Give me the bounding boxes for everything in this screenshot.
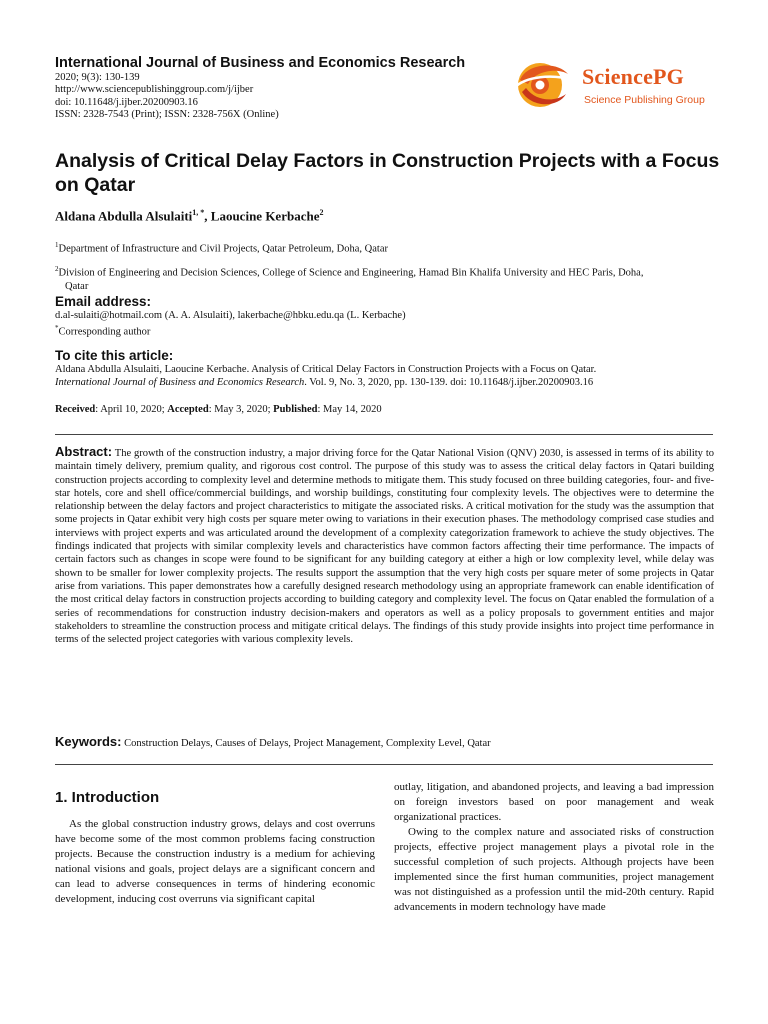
citation-line-1: Aldana Abdulla Alsulaiti, Laoucine Kerbache. Analysis of Critical Delay Factors in Construction Projects with a Focus on Qatar. [55, 364, 597, 375]
intro-paragraph-1-continued: outlay, litigation, and abandoned projects, and leaving a bad impression on foreign investors based on poor management and weak organizational practices. [394, 781, 714, 823]
abstract-heading: Abstract: [55, 444, 113, 459]
affiliation-1-mark: 1 [55, 241, 59, 249]
citation-line-2 [55, 376, 725, 389]
affiliation-2-continuation: Qatar [65, 281, 89, 292]
divider-top [55, 434, 713, 435]
email-section [55, 294, 725, 339]
journal-header [55, 55, 515, 121]
affiliation-2 [55, 262, 725, 295]
affiliation-2-mark: 2 [55, 264, 59, 273]
right-column [394, 780, 714, 915]
keywords-text: Construction Delays, Causes of Delays, Project Management, Complexity Level, Qatar [124, 738, 491, 749]
sciencepg-swirl-icon [512, 58, 576, 112]
author-1-name: Aldana Abdulla Alsulaiti [55, 208, 193, 224]
article-dates [55, 404, 382, 415]
citation-details: . Vol. 9, No. 3, 2020, pp. 130-139. doi: 10.11648/j.ijber.20200903.16 [304, 377, 594, 388]
abstract [55, 445, 714, 646]
left-column [55, 817, 375, 907]
author-line [55, 208, 323, 224]
received-date: : April 10, 2020; [95, 404, 168, 415]
accepted-label: Accepted [167, 404, 209, 415]
citation-heading: To cite this article: [55, 348, 174, 363]
journal-issue: 2020; 9(3): 130-139 [55, 72, 140, 83]
author-separator: , [204, 208, 211, 224]
intro-paragraph-2: Owing to the complex nature and associated risks of construction projects, effective project management plays a pivotal role in the successful completion of such projects. Although projects have been implemented since the first human communities, project management was not distinguished as a profession until the mid-20th century. Rapid advancements in modern technology have made [394, 826, 714, 913]
affiliation-1 [55, 238, 725, 257]
corresponding-text: Corresponding author [58, 326, 151, 338]
keywords [55, 734, 714, 749]
author-2-affiliation-mark: 2 [319, 208, 324, 217]
sciencepg-logo [512, 58, 712, 112]
divider-bottom [55, 764, 713, 765]
email-heading: Email address: [55, 294, 152, 309]
intro-paragraph-1: As the global construction industry grows, delays and cost overruns have become some of the most common problems facing construction projects. Because the construction industry is a medium for achieving national visions and goals, project delays are a significant concern and can lead to adverse consequences in terms of hindering economic development, inducing cost overruns via significant capital [55, 818, 375, 905]
journal-title: International Journal of Business and Economics Research [55, 55, 466, 71]
logo-tagline: Science Publishing Group [584, 94, 705, 106]
author-2-name: Laoucine Kerbache [210, 208, 320, 224]
logo-brand-text: SciencePG [582, 64, 684, 89]
affiliation-1-text: Department of Infrastructure and Civil Projects, Qatar Petroleum, Doha, Qatar [58, 243, 388, 255]
published-label: Published [273, 404, 318, 415]
email-addresses[interactable]: d.al-sulaiti@hotmail.com (A. A. Alsulaiti), lakerbache@hbku.edu.qa (L. Kerbache) [55, 310, 406, 321]
corresponding-author-note [55, 322, 725, 339]
journal-url[interactable]: http://www.sciencepublishinggroup.com/j/ijber [55, 84, 254, 96]
affiliations [55, 238, 725, 299]
abstract-text: The growth of the construction industry, a major driving force for the Qatar National Vision (QNV) 2030, is assessed in terms of its ability to maintain timely delivery, premium quality, and rigorous cost control. The purpose of this study was to assess the critical delay factors in Qatari building construction projects according to complexity level and determine methods to mitigate them. This study focused on three building categories, four- and five-star hotels, core and shell office/commercial buildings, and worship buildings, constituting four complexity levels. The objectives were to determine the relationship between the delay factors and project characteristics to mitigate the associated risks. A critical motivation for the study was the assumption that some projects in Qatar exhibit very high costs per square meter owing to variations in their execution phases. The methodology comprised case studies and interviews with project experts and was articulated around the development of a complexity categorization framework to achieve the study objectives. The findings indicated that projects with similar complexity levels and characteristics have common factors affecting their time performance. The impacts of certain factors such as changes in scope were found to be significant for any building category at either a high or low complexity level, while delay was shown to be smaller for lower complexity projects. The results support the assumption that the very high costs per square meter of some projects in Qatar arise from variations. This paper demonstrates how a carefully designed research methodology using an appropriate framework can enable identification of the most critical delay factors in construction projects according to building category and complexity level. The focus on Qatar enabled the formulation of a series of recommendations for construction industry decision-makers and operators as well as a policy proposals to government entities and major stakeholders to streamline the construction process and mitigate critical delays. The findings of this study provide insights into project time performance in terms of the selected project categories with various complexity levels. [55, 448, 714, 646]
keywords-heading: Keywords: [55, 734, 122, 749]
journal-doi: doi: 10.11648/j.ijber.20200903.16 [55, 96, 198, 108]
citation-section [55, 348, 725, 389]
author-1-affiliation-mark: 1, * [192, 208, 205, 217]
section-heading-introduction: 1. Introduction [55, 789, 160, 806]
published-date: : May 14, 2020 [317, 404, 382, 415]
journal-issn: ISSN: 2328-7543 (Print); ISSN: 2328-756X (Online) [55, 108, 279, 120]
accepted-date: : May 3, 2020; [208, 404, 274, 415]
affiliation-2-text: Division of Engineering and Decision Sciences, College of Science and Engineering, Hamad Bin Khalifa University and HEC Paris, Doha, [58, 267, 644, 278]
paper-title: Analysis of Critical Delay Factors in Construction Projects with a Focus on Qatar [55, 150, 720, 196]
citation-journal: International Journal of Business and Economics Research [55, 377, 305, 388]
received-label: Received [55, 404, 96, 415]
corresponding-mark: * [55, 324, 59, 332]
